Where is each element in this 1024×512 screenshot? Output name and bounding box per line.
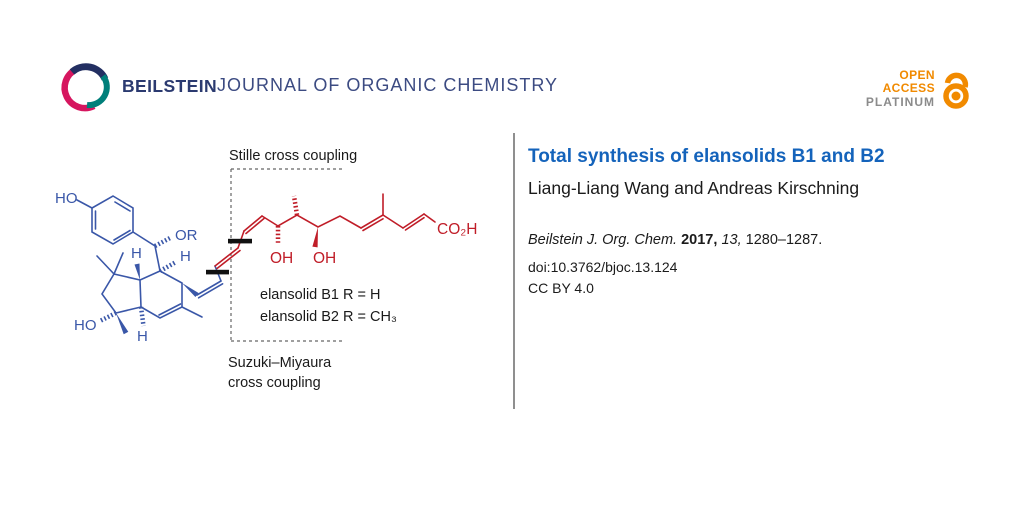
open-access-label-open: OPEN (899, 68, 935, 82)
red-bold-wedges (312, 227, 318, 247)
disconnection-bars (206, 239, 252, 275)
citation-volume: 13, (721, 232, 742, 248)
atom-label-h-right: H (180, 248, 191, 265)
open-access-label-platinum: PLATINUM (865, 95, 935, 109)
blue-fragment-bonds (77, 196, 223, 318)
suzuki-disconnection-bar (206, 270, 229, 275)
open-access-label-access: ACCESS (882, 81, 935, 95)
atom-label-ho-bottom: HO (74, 317, 97, 334)
stille-disconnection-bar (228, 239, 252, 244)
stille-coupling-label: Stille cross coupling (229, 148, 358, 164)
article-authors: Liang-Liang Wang and Andreas Kirschning (528, 178, 860, 198)
article-title: Total synthesis of elansolids B1 and B2 (528, 146, 885, 167)
atom-label-phenol-ho: HO (55, 190, 78, 207)
article-citation (528, 232, 948, 248)
citation-journal: Beilstein J. Org. Chem. (528, 232, 678, 248)
atom-label-or: OR (175, 227, 198, 244)
suzuki-coupling-label-2: cross coupling (228, 375, 321, 391)
suzuki-coupling-label-1: Suzuki–Miyaura (228, 355, 332, 371)
atom-label-oh-right: OH (313, 250, 337, 267)
journal-brand-name: BEILSTEIN (122, 76, 217, 96)
elansolid-b1-label: elansolid B1 R = H (260, 287, 381, 303)
citation-year: 2017, (681, 232, 718, 248)
elansolid-b2-label: elansolid B2 R = CH₃ (260, 309, 397, 325)
atom-label-oh-left: OH (270, 250, 294, 267)
article-doi: doi:10.3762/bjoc.13.124 (528, 259, 678, 275)
citation-pages: 1280–1287. (745, 232, 823, 248)
atom-label-h-top: H (131, 245, 142, 262)
journal-brand-title: JOURNAL OF ORGANIC CHEMISTRY (217, 75, 559, 95)
blue-bold-wedges (116, 264, 199, 335)
atom-label-co2h: CO₂H (437, 221, 478, 238)
article-license: CC BY 4.0 (528, 280, 594, 296)
vertical-divider (513, 133, 515, 409)
atom-label-h-bottom: H (137, 328, 148, 345)
